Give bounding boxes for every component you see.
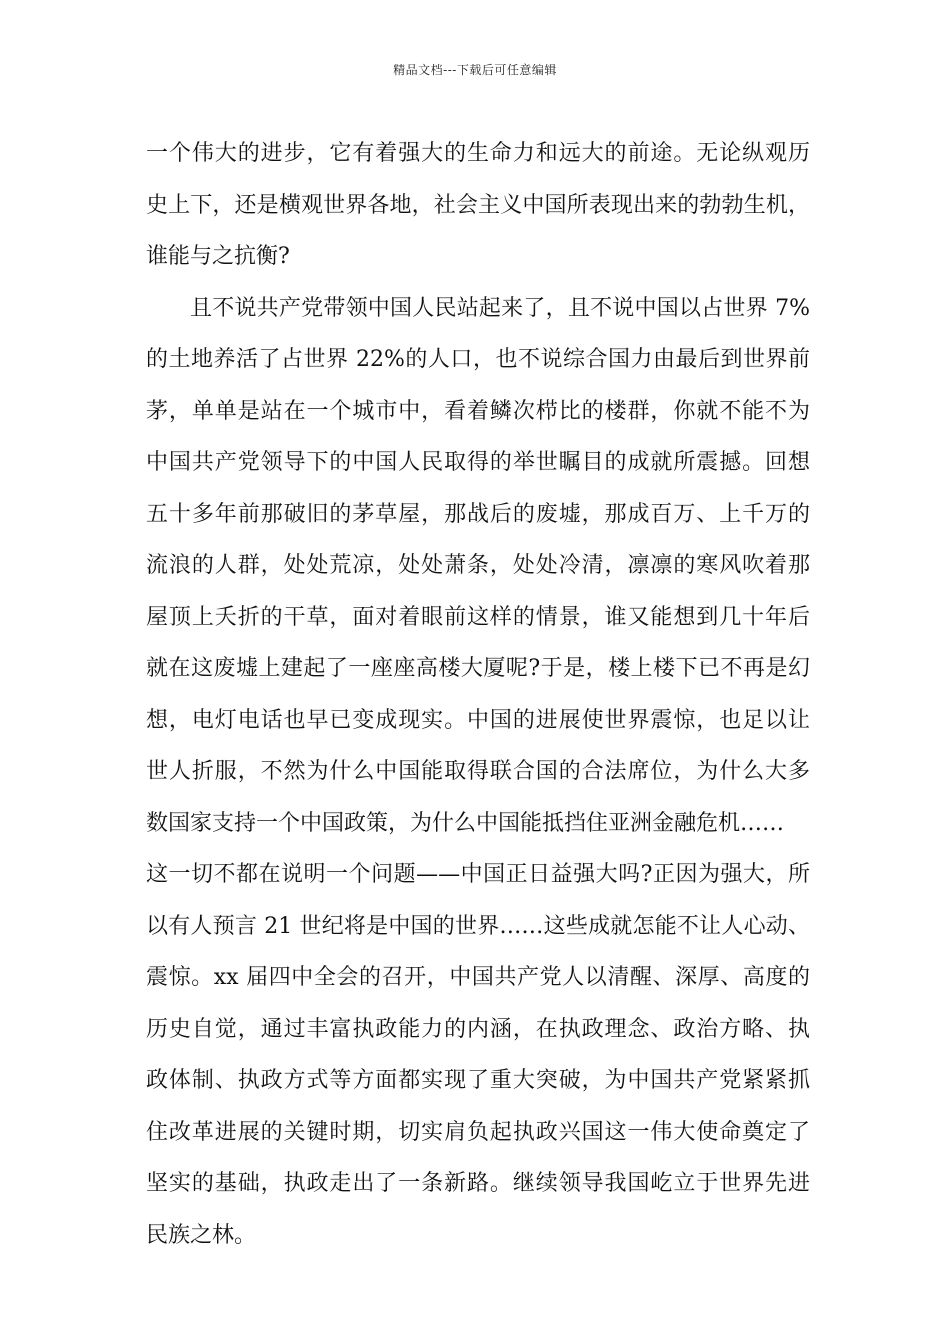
text-line: 一个伟大的进步，它有着强大的生命力和远大的前途。无论纵观历 [146,141,810,166]
text-line: 这一切不都在说明一个问题——中国正日益强大吗?正因为强大，所 [146,862,810,887]
text-line: 历史自觉，通过丰富执政能力的内涵，在执政理念、政治方略、执 [146,1016,810,1042]
text-line: 中国共产党领导下的中国人民取得的举世瞩目的成就所震撼。回想 [146,450,810,475]
text-line: 茅，单单是站在一个城市中，看着鳞次栉比的楼群，你就不能不为 [146,398,810,424]
text-line: 的土地养活了占世界 22%的人口，也不说综合国力由最后到世界前 [146,347,810,372]
text-line: 屋顶上夭折的干草，面对着眼前这样的情景，谁又能想到几十年后 [146,604,810,630]
text-line: 五十多年前那破旧的茅草屋，那战后的废墟，那成百万、上千万的 [146,501,810,527]
text-line: 且不说共产党带领中国人民站起来了，且不说中国以占世界 7% [190,295,810,321]
text-line: 政体制、执政方式等方面都实现了重大突破，为中国共产党紧紧抓 [146,1068,810,1093]
text-line: 流浪的人群，处处荒凉，处处萧条，处处冷清，凛凛的寒风吹着那 [146,553,810,578]
text-line: 史上下，还是横观世界各地，社会主义中国所表现出来的勃勃生机， [146,192,810,218]
text-line: 就在这废墟上建起了一座座高楼大厦呢?于是，楼上楼下已不再是幻 [146,656,810,681]
page-header: 精品文档---下载后可任意编辑 [393,63,557,77]
text-line: 谁能与之抗衡? [146,244,290,269]
text-line: 民族之林。 [146,1222,257,1248]
text-line: 以有人预言 21 世纪将是中国的世界……这些成就怎能不让人心动、 [146,913,810,939]
text-line: 数国家支持一个中国政策，为什么中国能抵挡住亚洲金融危机…… [146,810,785,836]
document-body [146,128,810,1261]
text-line: 坚实的基础，执政走出了一条新路。继续领导我国屹立于世界先进 [146,1171,810,1196]
text-line: 震惊。xx 届四中全会的召开，中国共产党人以清醒、深厚、高度的 [146,965,810,990]
text-line: 住改革进展的关键时期，切实肩负起执政兴国这一伟大使命奠定了 [146,1119,810,1145]
text-line: 世人折服，不然为什么中国能取得联合国的合法席位，为什么大多 [146,759,810,784]
text-line: 想，电灯电话也早已变成现实。中国的进展使世界震惊，也足以让 [146,707,810,733]
